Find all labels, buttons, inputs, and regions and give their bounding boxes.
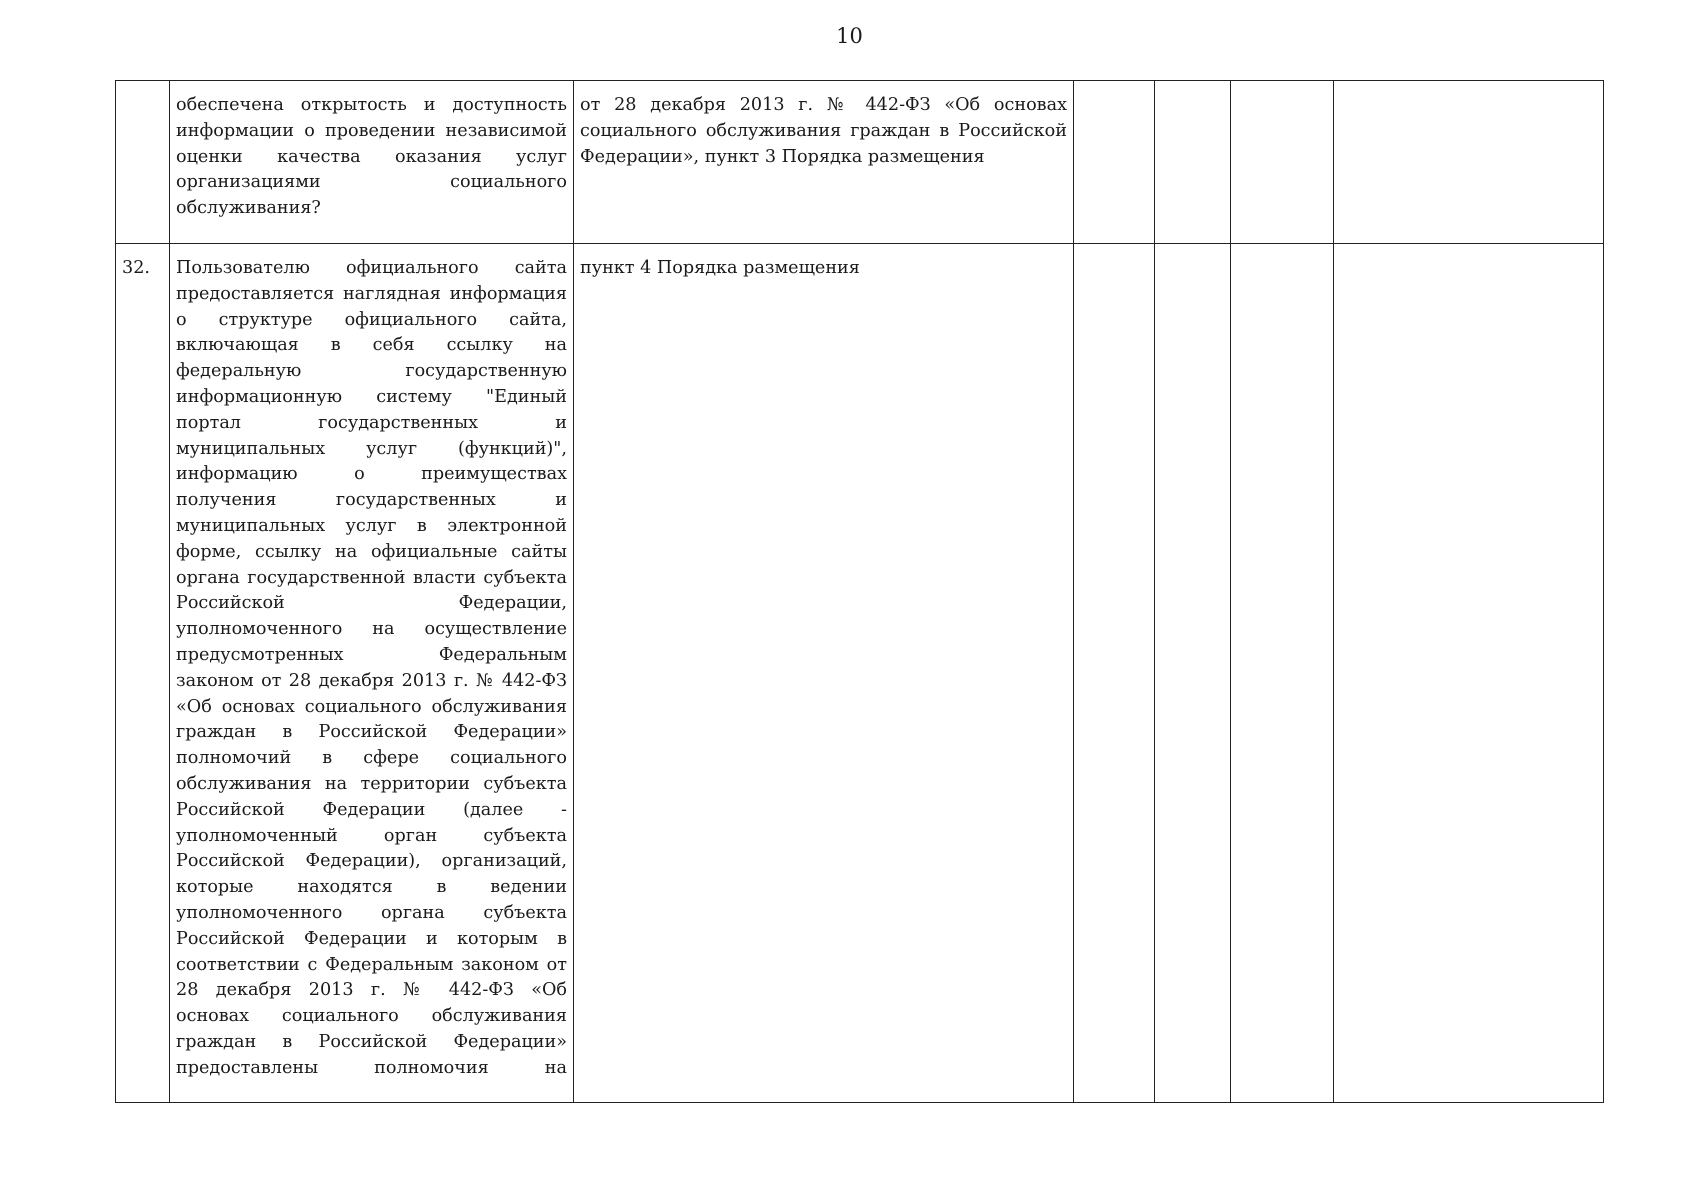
question-line: предоставляется наглядная информация — [176, 283, 567, 304]
question-line: уполномоченный орган субъекта — [176, 825, 567, 846]
question-line: предусмотренных Федеральным — [176, 644, 567, 665]
question-line: о структуре официального сайта, — [176, 309, 567, 330]
legal-basis-cell: пункт 4 Порядка размещения — [574, 244, 1074, 1103]
answer-yes-cell — [1074, 244, 1155, 1103]
question-line: соответствии с Федеральным законом от — [176, 954, 567, 975]
question-line: организациями социального — [176, 172, 567, 193]
question-line: Российской Федерации и которым в — [176, 928, 567, 949]
question-line: основах социального обслуживания — [176, 1006, 567, 1027]
question-line: форме, ссылку на официальные сайты — [176, 541, 567, 562]
question-line: муниципальных услуг (функций)", — [176, 438, 567, 459]
question-line: обеспечена открытость и доступность — [176, 95, 567, 115]
question-line: уполномоченного органа субъекта — [176, 902, 567, 923]
question-line: федеральную государственную — [176, 361, 567, 382]
question-line: уполномоченного на осуществление — [176, 619, 567, 640]
row-number: 32. — [116, 244, 170, 1103]
question-line: получения государственных и — [176, 490, 567, 511]
answer-no-cell — [1155, 81, 1231, 244]
question-line: которые находятся в ведении — [176, 877, 567, 898]
question-line: включающая в себя ссылку на — [176, 335, 567, 356]
question-line: Пользователю официального сайта — [176, 258, 567, 278]
question-line: муниципальных услуг в электронной — [176, 515, 567, 536]
question-line: обслуживания? — [176, 198, 321, 219]
table-row — [116, 244, 1604, 1103]
notes-cell — [1334, 81, 1604, 244]
question-line: 28 декабря 2013 г. № 442-ФЗ «Об — [176, 980, 567, 1001]
question-line: информацию о преимуществах — [176, 464, 567, 485]
page-number: 10 — [836, 24, 863, 48]
question-line: Российской Федерации, — [176, 593, 567, 614]
question-line: Российской Федерации (далее - — [176, 799, 567, 820]
answer-na-cell — [1231, 244, 1334, 1103]
question-line: обслуживания на территории субъекта — [176, 773, 567, 794]
question-line: граждан в Российской Федерации» — [176, 722, 567, 743]
question-line: граждан в Российской Федерации» — [176, 1031, 567, 1052]
legal-basis-cell: от 28 декабря 2013 г. № 442-ФЗ «Об основах социального обслуживания граждан в Российской Федерации», пункт 3 Порядка размещения — [574, 81, 1074, 244]
question-cell — [170, 244, 574, 1103]
question-line: «Об основах социального обслуживания — [176, 696, 567, 717]
question-cell — [170, 81, 574, 244]
question-line: портал государственных и — [176, 412, 567, 433]
answer-na-cell — [1231, 81, 1334, 244]
checklist-table — [115, 80, 1604, 1103]
question-line: Российской Федерации), организаций, — [176, 851, 567, 872]
answer-yes-cell — [1074, 81, 1155, 244]
answer-no-cell — [1155, 244, 1231, 1103]
row-number — [116, 81, 170, 244]
notes-cell — [1334, 244, 1604, 1103]
question-line: информационную систему "Единый — [176, 386, 567, 407]
question-line: информации о проведении независимой — [176, 120, 567, 141]
question-line: органа государственной власти субъекта — [176, 567, 567, 588]
question-line: предоставлены полномочия на — [176, 1057, 567, 1078]
question-line: оценки качества оказания услуг — [176, 146, 567, 167]
question-line: законом от 28 декабря 2013 г. № 442-ФЗ — [176, 670, 567, 691]
question-line: полномочий в сфере социального — [176, 748, 567, 769]
table-row — [116, 81, 1604, 244]
